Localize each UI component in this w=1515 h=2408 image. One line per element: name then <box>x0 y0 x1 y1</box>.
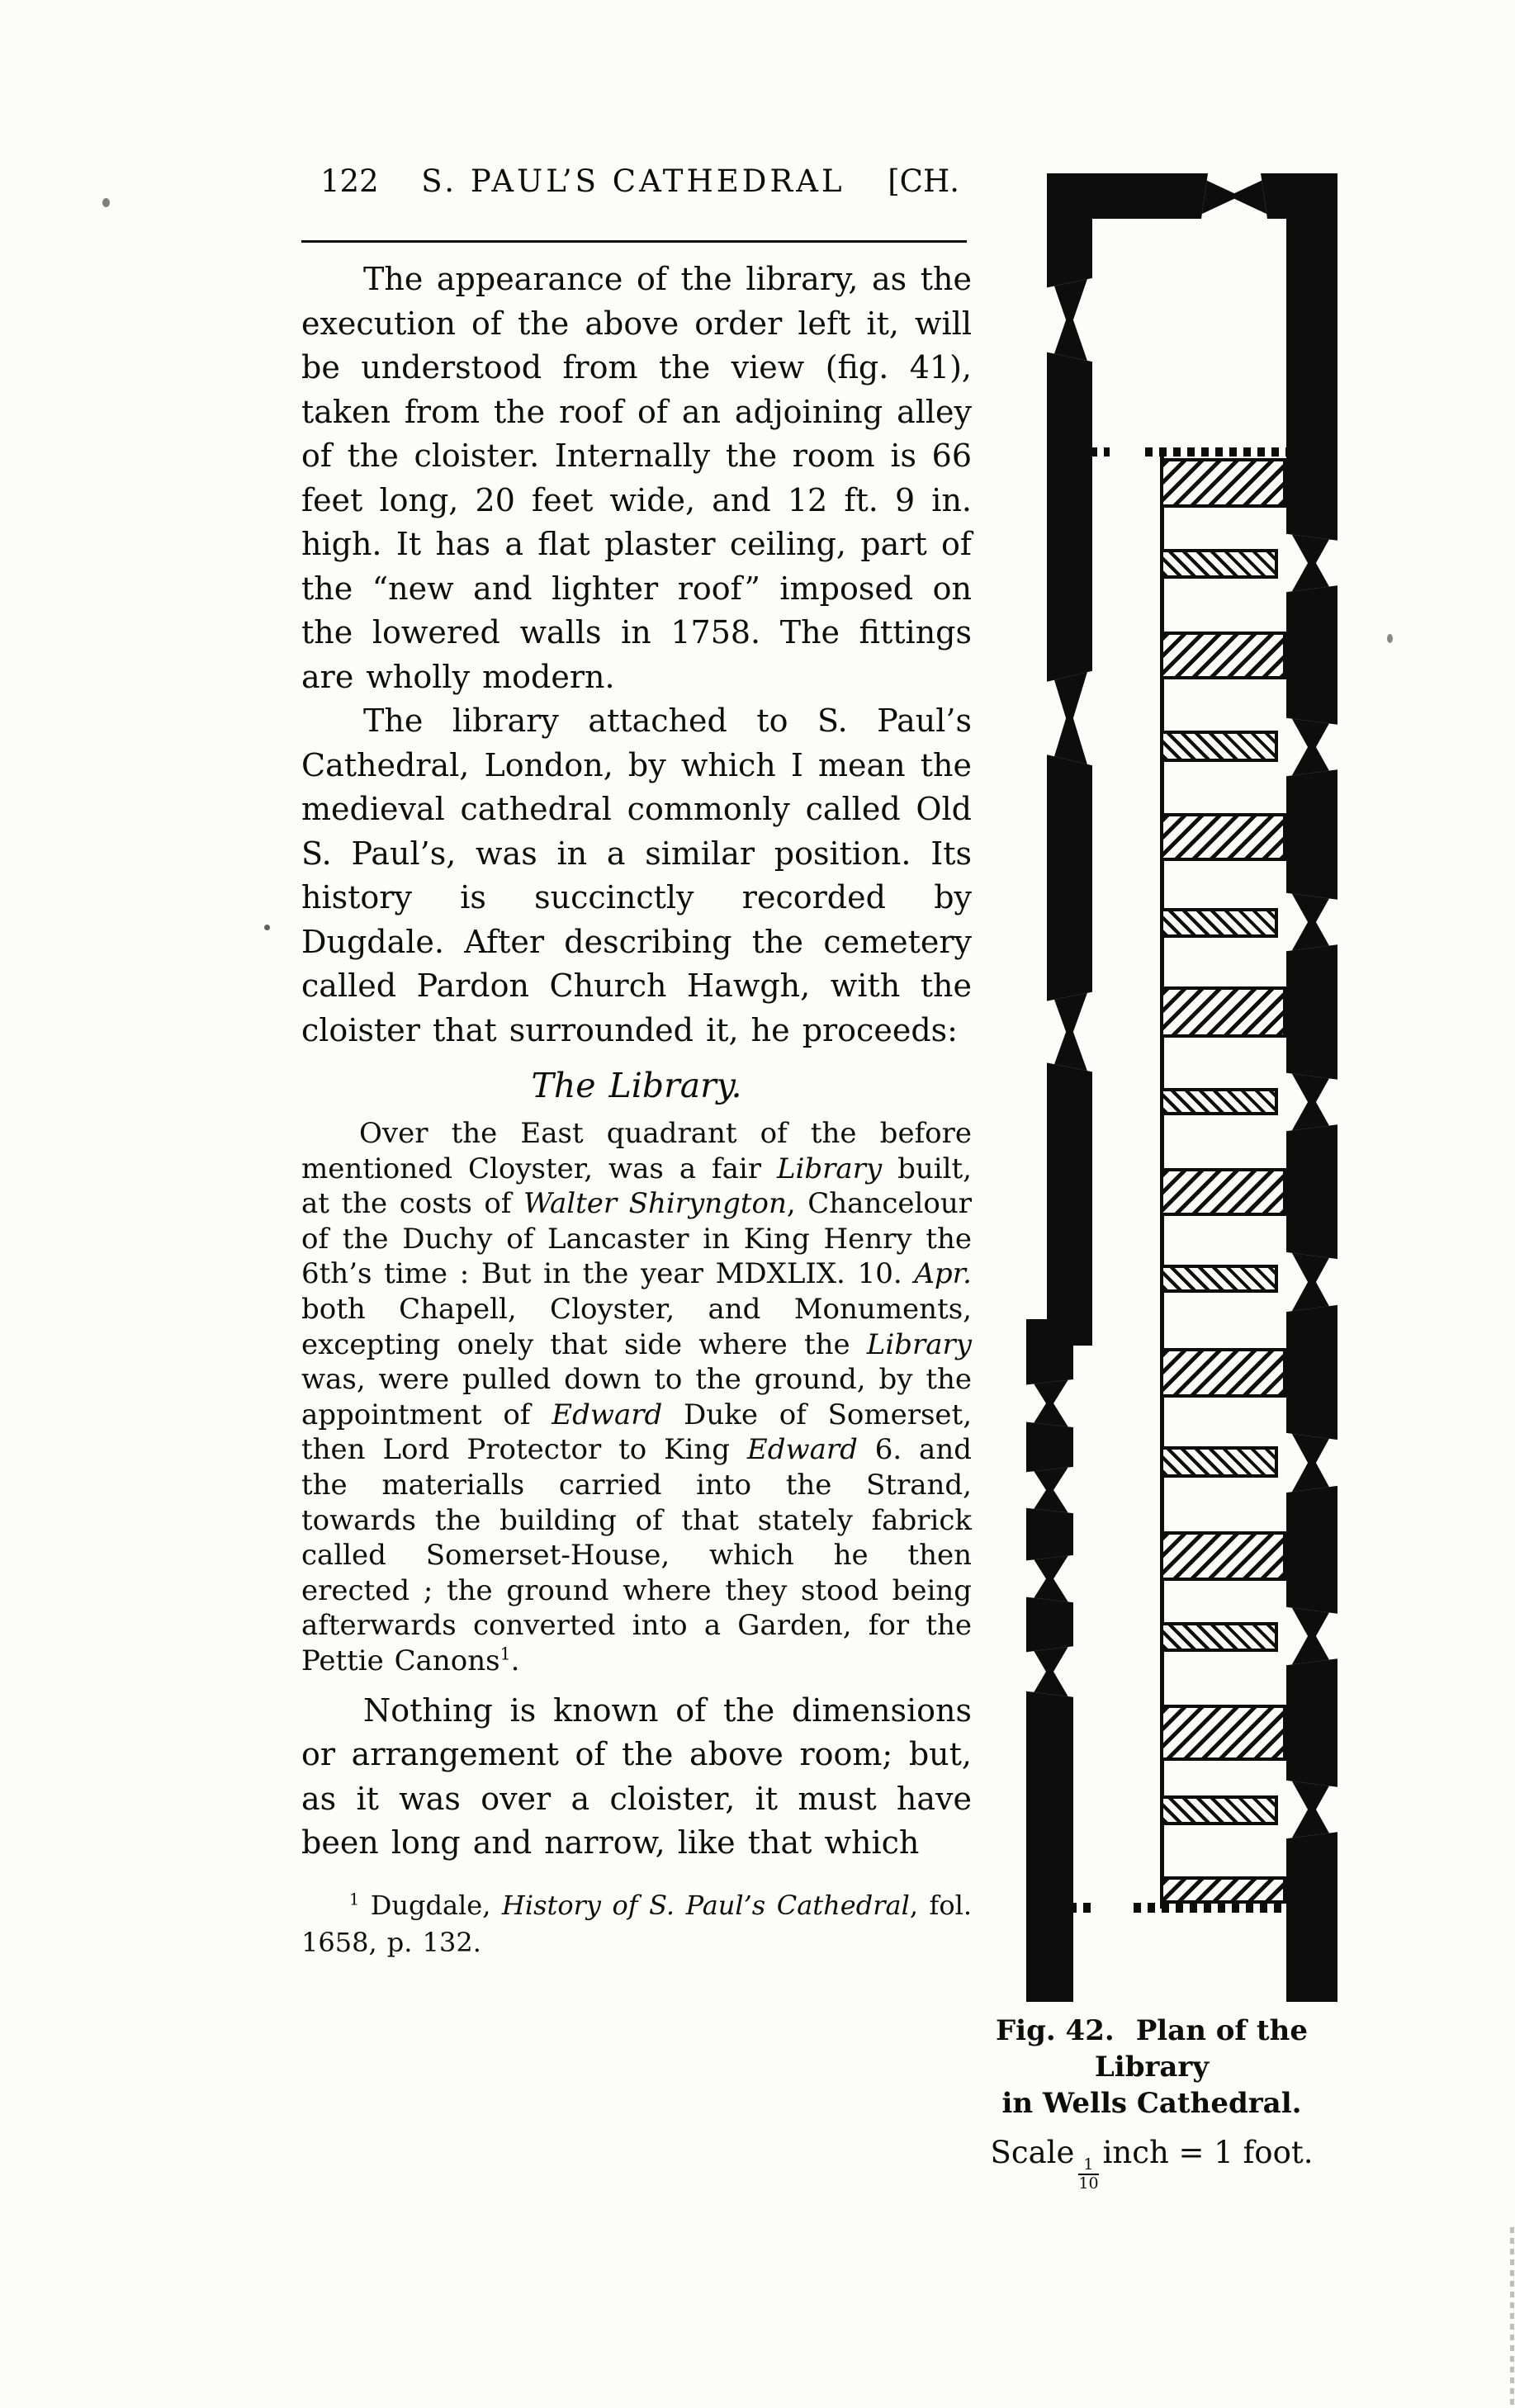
window-opening <box>1286 1603 1337 1669</box>
window-opening <box>1201 173 1267 219</box>
window-bowtie-icon <box>1201 173 1267 219</box>
bookcase-bar <box>1160 986 1286 1038</box>
window-opening <box>1047 272 1092 367</box>
window-opening <box>1047 665 1092 772</box>
bookcase-bar <box>1160 632 1286 679</box>
scale-suffix: inch = 1 foot. <box>1102 2135 1314 2170</box>
bookcase-bar <box>1160 458 1286 508</box>
window-bowtie-icon <box>1026 1464 1073 1516</box>
window-opening <box>1286 1429 1337 1497</box>
footnote: $^1$ Dugdale, History of S. Paul’s Cathedral, fol. 1658, p. 132. <box>301 1889 973 1958</box>
dotted-line-bottom-left <box>1069 1903 1091 1913</box>
window-opening <box>1286 889 1337 955</box>
window-bowtie-icon <box>1286 1603 1337 1669</box>
dotted-line-top-left <box>1090 447 1110 457</box>
window-opening <box>1047 986 1092 1077</box>
figure-scale <box>958 2135 1346 2193</box>
window-bowtie-icon <box>1026 1376 1073 1431</box>
window-opening <box>1286 1069 1337 1135</box>
window-opening <box>1026 1376 1073 1431</box>
scan-edge-artifact <box>1510 2227 1514 2408</box>
desk-bar <box>1160 731 1278 762</box>
bookcase-bar <box>1160 1705 1286 1761</box>
quoted-passage: Over the East quadrant of the before mentioned Cloyster, was a fair Library built, at the costs of Walter Shiryngton, Chancelour of the Duchy of Lancaster in King Henry the 6th’s time : But in the year MDXLIX. 10. Apr. both Chapell, Cloyster, and Monuments, excepting onely that side where the Library was, were pulled down to the ground, by the appointment of Edward Duke of Somerset, then Lord Protector to King Edward 6. and the materialls carried into the Strand, towards the building of that stately fabrick called Somerset-House, which he then erected ; the ground where they stood being afterwards converted into a Garden, for the Pettie Canons$^1$. <box>301 1117 973 1677</box>
window-bowtie-icon <box>1026 1643 1073 1701</box>
desk-bar <box>1160 908 1278 938</box>
text-column <box>301 258 972 1961</box>
window-bowtie-icon <box>1286 1429 1337 1497</box>
bookcase-bar <box>1160 813 1286 861</box>
window-opening <box>1286 530 1337 596</box>
window-bowtie-icon <box>1286 889 1337 955</box>
window-bowtie-icon <box>1047 665 1092 772</box>
window-bowtie-icon <box>1286 1248 1337 1316</box>
section-heading: The Library. <box>531 1066 742 1105</box>
window-bowtie-icon <box>1286 1776 1337 1843</box>
window-opening <box>1026 1552 1073 1606</box>
window-bowtie-icon <box>1286 530 1337 596</box>
window-bowtie-icon <box>1286 1069 1337 1135</box>
figure-caption-line2: in Wells Cathedral. <box>1001 2087 1302 2120</box>
desk-bar <box>1160 1622 1278 1652</box>
bookcase-bar <box>1160 1531 1286 1581</box>
window-bowtie-icon <box>1047 272 1092 367</box>
plan-drawing <box>1026 173 1337 2002</box>
scale-fraction: $\frac{1}{10}$ <box>1078 2155 1099 2193</box>
window-opening <box>1026 1643 1073 1701</box>
window-opening <box>1286 1248 1337 1316</box>
bookcase-bar <box>1160 1348 1286 1398</box>
ink-speck <box>1387 634 1393 643</box>
dotted-line-top <box>1145 447 1290 457</box>
chapter-marker: [CH. <box>888 163 959 199</box>
dotted-line-bottom <box>1134 1903 1289 1913</box>
figure-caption <box>958 2013 1346 2193</box>
ink-speck <box>102 198 110 207</box>
figure-number: Fig. 42. <box>996 2014 1115 2047</box>
desk-bar <box>1160 1088 1278 1115</box>
window-bowtie-icon <box>1047 986 1092 1077</box>
paragraph-3: Nothing is known of the dimensions or arrangement of the above room; but, as it was over a cloister, it must have been long and narrow, like that which <box>301 1691 972 1861</box>
page-number: 122 <box>320 163 379 199</box>
window-opening <box>1286 1776 1337 1843</box>
scale-prefix: Scale <box>990 2135 1075 2170</box>
desk-bar <box>1160 1265 1278 1293</box>
window-bowtie-icon <box>1286 714 1337 780</box>
page-header <box>320 163 959 199</box>
header-rule <box>301 240 967 243</box>
running-title: S. PAUL’S CATHEDRAL <box>421 163 845 199</box>
bookcase-bar <box>1160 1168 1286 1216</box>
paragraph-1: The appearance of the library, as the execution of the above order left it, will be understood from the view (fig. 41), taken from the roof of an adjoining alley of the cloister. Internally the room is 66 feet long, 20 feet wide, and 12 ft. 9 in. high. It has a flat plaster ceiling, part of the “new and lighter roof” imposed on the lowered walls in 1758. The fittings are wholly modern. <box>301 261 972 695</box>
plan-wall-left-jog <box>1026 1319 1092 1346</box>
ink-speck <box>264 925 270 930</box>
desk-bar <box>1160 1795 1278 1825</box>
window-bowtie-icon <box>1026 1552 1073 1606</box>
window-opening <box>1286 714 1337 780</box>
figure-caption-line1 <box>958 2013 1346 2085</box>
desk-bar <box>1160 549 1278 579</box>
desk-bar <box>1160 1446 1278 1478</box>
figure-caption-text: Plan of the Library <box>1094 2014 1308 2084</box>
paragraph-2: The library attached to S. Paul’s Cathedral, London, by which I mean the medieval cathedral commonly called Old S. Paul’s, was in a similar position. Its history is succinctly recorded by Dugdale. After describing the cemetery called Pardon Church Hawgh, with the cloister that surrounded it, he proceeds: <box>301 703 972 1048</box>
bookcase-bar <box>1160 1876 1286 1904</box>
window-opening <box>1026 1464 1073 1516</box>
